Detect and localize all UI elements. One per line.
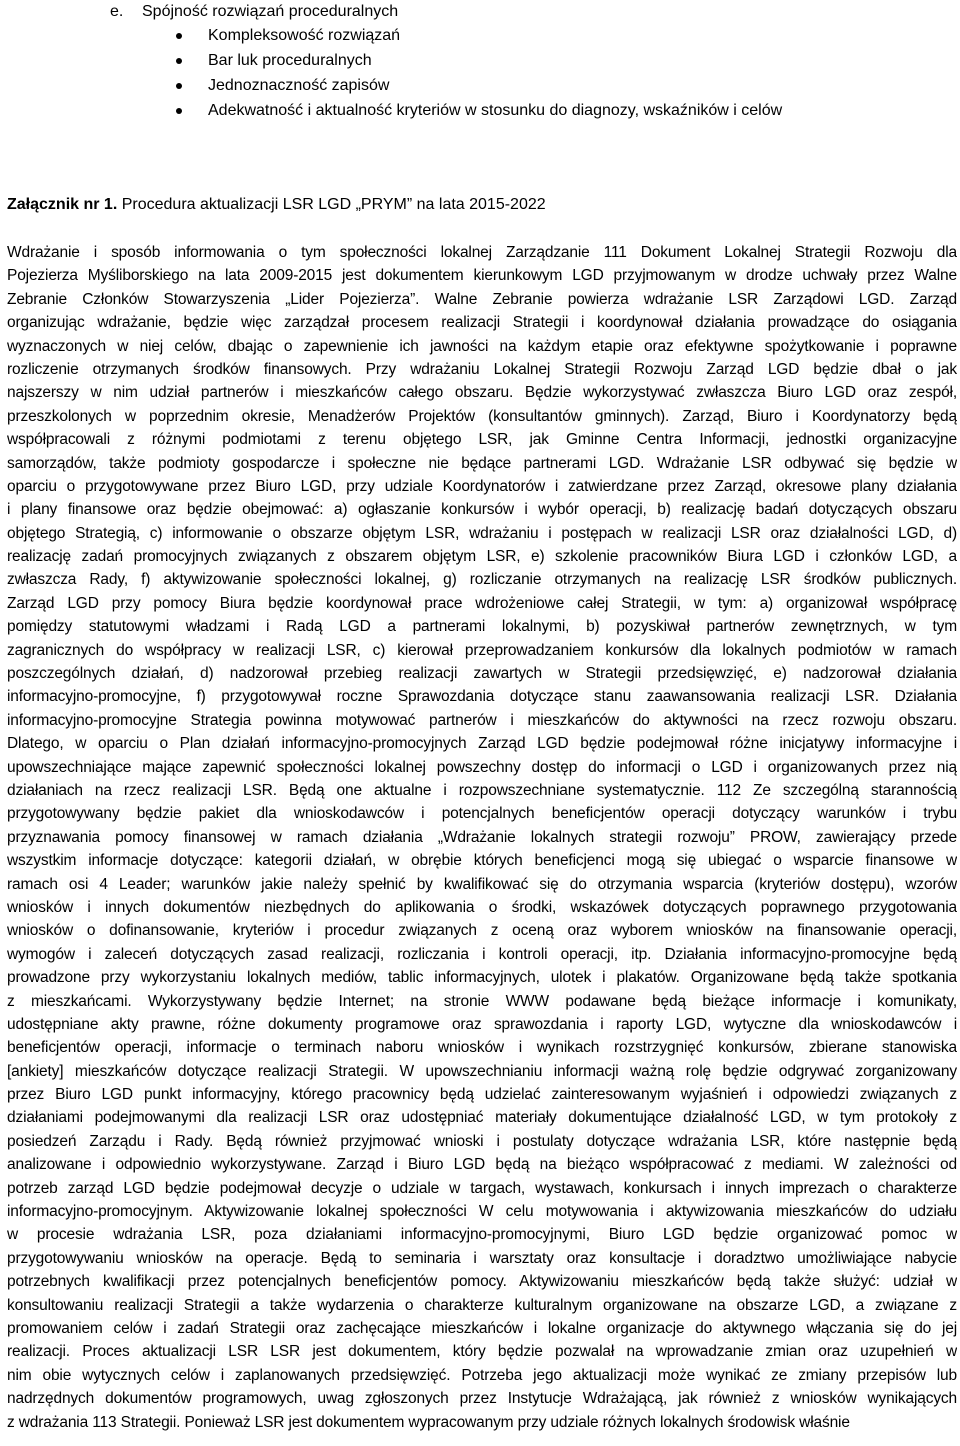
body-line: zwłaszcza Rady, f) aktywizowanie społeczności lokalnej, g) rozliczanie otrzymanych na realizację LSR środków publicznych. xyxy=(7,571,957,589)
body-line: działaniach na rzecz realizacji LSR. Będą one aktualne i rozpowszechniane systematycznie. 112 Ze szczególną starannością xyxy=(7,781,957,799)
body-line: posiedzeń Zarządu i Rady. Będą również przyjmować wnioski i postulaty dotyczące wdrażania LSR, które następnie będą xyxy=(7,1132,957,1150)
body-line: informacyjno-promocyjnym. Aktywizowanie lokalnej społeczności W celu motywowania i aktywizowania mieszkańców do udziału xyxy=(7,1203,957,1221)
body-line: objętego Strategią, c) informowanie o obszarze objętym LSR, wdrażaniu i postępach w realizacji LSR oraz działalności LGD, d) xyxy=(7,524,957,542)
body-line: przygotowywany będzie pakiet dla wnioskodawców i potencjalnych beneficjentów operacji dotyczący warunków i trybu xyxy=(7,805,957,823)
body-line: realizację zadań promocyjnych związanych z obszarem objętym LSR, e) szkolenie pracowników Biura LGD i członków LGD, a xyxy=(7,548,957,566)
bullet-icon xyxy=(176,108,182,114)
body-line: oparciu o przygotowywane przez Biuro LGD, przy udziale Koordynatorów i zatwierdzane przez Zarząd, okresowe plany działania xyxy=(7,477,957,495)
body-line: potrzeb zarząd LGD będzie podejmował decyzje o udziale w targach, wystawach, konkursach i innych imprezach o charakterze xyxy=(7,1179,957,1197)
attachment-label: Załącznik nr 1. xyxy=(7,196,118,213)
body-line: najszerszy w nim udział partnerów i mieszkańców całego obszaru. Będzie wykorzystywać zwłaszcza Biuro LGD oraz zespół, xyxy=(7,384,957,402)
body-line: ramach osi 4 Leader; warunków jakie należy spełnić by kwalifikować się do otrzymania wsparcia (kryteriów dostępu), wzorów xyxy=(7,875,957,893)
body-line: poszczególnych działań, d) nadzorował przebieg realizacji zawartych w Strategii przedsięwzięć, e) nadzorował działania xyxy=(7,665,957,683)
body-text xyxy=(7,241,957,1434)
bullet-icon xyxy=(176,58,182,64)
body-line: z mieszkańcami. Wykorzystywany będzie Internet; na stronie WWW podawane będą bieżące informacje i komunikaty, xyxy=(7,992,957,1010)
section-letter: e. xyxy=(110,3,124,20)
body-line: promowaniem celów i zadań Strategii oraz zachęcające mieszkańców i lokalne organizacje do aktywnego włączania się do jej xyxy=(7,1319,957,1337)
body-line: samorządów, także podmioty gospodarcze i społeczne nie będące partnerami LGD. Wdrażanie LSR odbywać się będzie w xyxy=(7,454,957,472)
body-line: realizacji. Proces aktualizacji LSR LSR jest dokumentem, który będzie pozwalał na wprowadzanie zmian oraz uzupełnień w xyxy=(7,1343,957,1361)
body-line: Dlatego, w oparciu o Plan działań informacyjno-promocyjnych Zarząd LGD będzie podejmował różne inicjatywy informacyjne i xyxy=(7,735,957,753)
body-line: Pojezierza Myśliborskiego na lata 2009-2015 jest dokumentem kierunkowym LGD przyjmowanym w drodze uchwały przez Walne xyxy=(7,267,957,285)
body-line: wniosków i innych dokumentów niezbędnych do aplikowania o środki, wskazówek dotyczących poprawnego przygotowania xyxy=(7,898,957,916)
body-line: analizowane i odpowiednio wykorzystywane. Zarząd i Biuro LGD będą na bieżąco współpracować z mediami. W zależności od xyxy=(7,1156,957,1174)
attachment-title xyxy=(7,193,546,217)
body-line: działaniami podejmowanymi dla realizacji LSR oraz udostępniać materiały dokumentujące działalność LGD, w tym protokoły z xyxy=(7,1109,957,1127)
attachment-title-text: Procedura aktualizacji LSR LGD „PRYM” na lata 2015-2022 xyxy=(121,196,546,213)
body-line: beneficjentów operacji, informacje o terminach naboru wniosków i wynikach rozstrzygnięć konkursów, zbierane stanowiska xyxy=(7,1039,957,1057)
criteria-item-label: Jednoznaczność zapisów xyxy=(208,77,390,94)
body-line: wymogów i zaleceń dotyczących zasad realizacji, rozliczania i kontroli operacji, itp. Działania informacyjno-promocyjne będą xyxy=(7,945,957,963)
body-line: upowszechniające mające zapewnić społeczności lokalnej powszechny dostęp do informacji o LGD i organizowanych przez nią xyxy=(7,758,957,776)
bullet-icon xyxy=(176,33,182,39)
body-line: przyznawania pomocy finansowej w ramach działania „Wdrażanie lokalnych strategii rozwoju” PROW, zawierający przede xyxy=(7,828,957,846)
body-line: potrzebnych kwalifikacji przez potencjalnych beneficjentów pomocy. Aktywizowaniu mieszkańców będą także służyć: udział w xyxy=(7,1273,957,1291)
body-line: z wdrażania 113 Strategii. Ponieważ LSR jest dokumentem wypracowanym przy udziale różnych lokalnych środowisk właśnie xyxy=(7,1413,850,1431)
body-line: konsultowaniu realizacji Strategii a także wydarzenia o charakterze kulturalnym organizowane na obszarze LGD, a związane z xyxy=(7,1296,957,1314)
body-line: Wdrażanie i sposób informowania o tym społeczności lokalnej Zarządzanie 111 Dokument Lokalnej Strategii Rozwoju dla xyxy=(7,244,957,261)
body-line: zagranicznych do współpracy w realizacji LSR, c) kierował przeprowadzaniem konkursów dla lokalnych podmiotów w ramach xyxy=(7,641,957,659)
body-line: wszystkim informacje dotyczące: kategorii działań, w obrębie których beneficjenci mogą się ubiegać o wsparcie finansowe w xyxy=(7,852,957,870)
body-line: Zarząd LGD przy pomocy Biura będzie koordynował prace wdrożeniowe całej Strategii, w tym: a) organizował współpracę xyxy=(7,594,957,612)
body-line: przeszkolonych w poprzednim okresie, Menadżerów Projektów (konsultantów gminnych). Zarząd, Biuro i Koordynatorzy będą xyxy=(7,407,957,425)
body-line: informacyjno-promocyjne, f) przygotowywał roczne Sprawozdania dotyczące stanu zaawansowania realizacji LSR. Działania xyxy=(7,688,957,706)
criteria-item-label: Bar luk proceduralnych xyxy=(208,52,372,69)
body-line: organizując wdrażanie, będzie więc zarządzał procesem realizacji Strategii i koordynował działania prowadzące do osiągania xyxy=(7,314,957,332)
body-line: współpracowali z różnymi podmiotami z terenu objętego LSR, jak Gminne Centra Informacji, jednostki organizacyjne xyxy=(7,431,957,449)
body-line: [ankiety] mieszkańców dotyczące realizacji Strategii. W upowszechnianiu informacji ważną rolę będzie odgrywać zorganizowany xyxy=(7,1062,957,1080)
criteria-item-label: Adekwatność i aktualność kryteriów w stosunku do diagnozy, wskaźników i celów xyxy=(208,102,783,119)
body-line: pomiędzy statutowymi władzami i Radą LGD a partnerami lokalnymi, b) pozyskiwał partnerów zewnętrznych, w tym xyxy=(7,618,957,636)
body-line: przez Biuro LGD punkt informacyjny, którego pracownicy będą udzielać zainteresowanym wyjaśnień i odpowiedzi związanych z xyxy=(7,1086,957,1104)
body-line: nim obie wytycznych celów i zaplanowanych przedsięwzięć. Potrzeba jego aktualizacji może wynikać ze zmiany przepisów lub xyxy=(7,1366,957,1384)
body-line: nadrzędnych dokumentów programowych, uwag zgłoszonych przez Instytucje Wdrażającą, jak również z wniosków wynikających xyxy=(7,1390,957,1408)
body-line: wyznaczonych w niej celów, dbając o zapewnienie ich jawności na każdym etapie oraz efektywne spożytkowanie i poprawne xyxy=(7,337,957,355)
body-line: prowadzone przy wykorzystaniu lokalnych mediów, tablic informacyjnych, ulotek i plakatów. Organizowane będą także spotkania xyxy=(7,969,957,987)
body-line: w procesie wdrażania LSR, poza działaniami informacyjno-promocyjnymi, Biuro LGD będzie organizować pomoc w xyxy=(7,1226,957,1244)
criteria-item-label: Kompleksowość rozwiązań xyxy=(208,27,401,44)
body-line: informacyjno-promocyjne Strategia powinna motywować partnerów i mieszkańców do aktywności na rzecz rozwoju obszaru. xyxy=(7,711,957,729)
body-line: i plany finansowe oraz będzie obejmować: a) ogłaszanie konkursów i wybór operacji, b) realizację badań dotyczących obszaru xyxy=(7,501,957,519)
bullet-icon xyxy=(176,83,182,89)
body-line: udostępniane akty prawne, różne dokumenty programowe oraz sprawozdania i raporty LGD, wytyczne dla wnioskodawców i xyxy=(7,1015,957,1033)
section-heading xyxy=(110,1,398,23)
body-line: przygotowywaniu wniosków na operacje. Będą to seminaria i warsztaty oraz konsultacje i doradztwo umożliwiające nabycie xyxy=(7,1249,957,1267)
body-line: Zebranie Członków Stowarzyszenia „Lider Pojezierza”. Walne Zebranie powierza wdrażanie LSR Zarządowi LGD. Zarząd xyxy=(7,290,957,308)
body-line: wniosków o dofinansowanie, kryteriów i procedur związanych z oceną oraz wyborem wniosków na finansowanie operacji, xyxy=(7,922,957,940)
body-line: rozliczenie otrzymanych środków finansowych. Przy wdrażaniu Lokalnej Strategii Rozwoju Zarząd LGD będzie dbał o jak xyxy=(7,360,957,378)
section-title: Spójność rozwiązań proceduralnych xyxy=(142,3,399,20)
